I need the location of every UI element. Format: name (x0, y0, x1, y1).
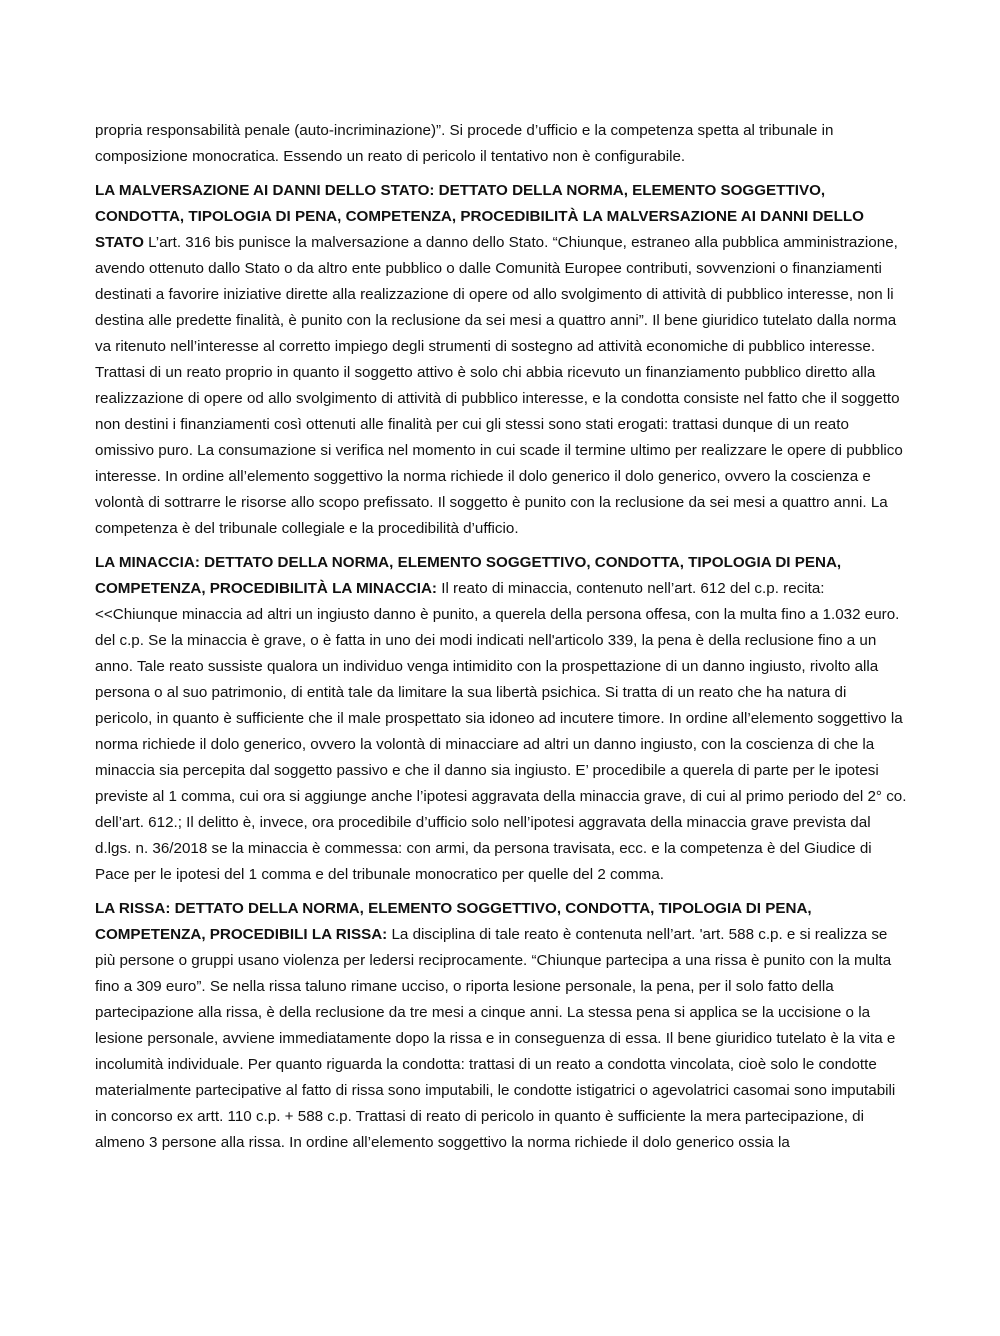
section-heading: LA MALVERSAZIONE AI DANNI DELLO STATO: DETTATO DELLA NORMA, ELEMENTO SOGGETTIVO, CONDOTTA, TIPOLOGIA DI PENA, COMPETENZA, PROCEDIBILITÀ LA MALVERSAZIONE AI DANNI DELLO STATO (95, 182, 864, 251)
section-minaccia (95, 550, 907, 888)
section-body: L’art. 316 bis punisce la malversazione a danno dello Stato. “Chiunque, estraneo alla pubblica amministrazione, avendo ottenuto dallo Stato o da altro ente pubblico o dalle Comunità Europee contributi, sovvenzioni o finanziamenti destinati a favorire iniziative dirette alla realizzazione di opere od allo svolgimento di attività di pubblico interesse, non li destina alle predette finalità, è punito con la reclusione da sei mesi a quattro anni”. Il bene giuridico tutelato dalla norma va ritenuto nell’interesse al corretto impiego degli strumenti di sostegno ad attività economiche di pubblico interesse. Trattasi di un reato proprio in quanto il soggetto attivo è solo chi abbia ricevuto un finanziamento pubblico diretto alla realizzazione di opere od allo svolgimento di attività di pubblico interesse, e la condotta consiste nel fatto che il soggetto non destini i finanziamenti così ottenuti alle finalità per cui gli stessi sono stati erogati: trattasi dunque di un reato omissivo puro. La consumazione si verifica nel momento in cui scade il termine ultimo per realizzare le opere di pubblico interesse. In ordine all’elemento soggettivo la norma richiede il dolo generico il dolo generico, ovvero la coscienza e volontà di sottrarre le risorse allo scopo prefissato. Il soggetto è punito con la reclusione da sei mesi a quattro anni. La competenza è del tribunale collegiale e la procedibilità d’ufficio. (95, 234, 903, 537)
section-body: Il reato di minaccia, contenuto nell’art. 612 del c.p. recita:<<Chiunque minaccia ad altri un ingiusto danno è punito, a querela della persona offesa, con la multa fino a 1.032 euro. del c.p. Se la minaccia è grave, o è fatta in uno dei modi indicati nell'articolo 339, la pena è della reclusione fino a un anno. Tale reato sussiste qualora un individuo venga intimidito con la prospettazione di un danno ingiusto, rivolto alla persona o al suo patrimonio, di entità tale da limitare la sua libertà psichica. Si tratta di un reato che ha natura di pericolo, in quanto è sufficiente che il male prospettato sia idoneo ad incutere timore. In ordine all’elemento soggettivo la norma richiede il dolo generico, ovvero la volontà di minacciare ad altri un danno ingiusto, con la coscienza di che la minaccia sia percepita dal soggetto passivo e che il danno sia ingiusto. E’ procedibile a querela di parte per le ipotesi previste al 1 comma, cui ora si aggiunge anche l’ipotesi aggravata della minaccia grave, di cui al primo periodo del 2° co. dell’art. 612.; Il delitto è, invece, ora procedibile d’ufficio solo nell’ipotesi aggravata della minaccia grave prevista dal d.lgs. n. 36/2018 se la minaccia è commessa: con armi, da persona travisata, ecc. e la competenza è del Giudice di Pace per le ipotesi del 1 comma e del tribunale monocratico per quelle del 2 comma. (95, 580, 907, 883)
section-heading: LA RISSA: DETTATO DELLA NORMA, ELEMENTO SOGGETTIVO, CONDOTTA, TIPOLOGIA DI PENA, COMPETENZA, PROCEDIBILI LA RISSA: (95, 900, 812, 943)
document-page (95, 118, 907, 1164)
section-rissa (95, 896, 907, 1156)
section-heading: LA MINACCIA: DETTATO DELLA NORMA, ELEMENTO SOGGETTIVO, CONDOTTA, TIPOLOGIA DI PENA, COMPETENZA, PROCEDIBILITÀ LA MINACCIA: (95, 554, 842, 597)
section-body: La disciplina di tale reato è contenuta nell’art. 'art. 588 c.p. e si realizza se più persone o gruppi usano violenza per ledersi reciprocamente. “Chiunque partecipa a una rissa è punito con la multa fino a 309 euro”. Se nella rissa taluno rimane ucciso, o riporta lesione personale, la pena, per il solo fatto della partecipazione alla rissa, è della reclusione da tre mesi a cinque anni. La stessa pena si applica se la uccisione o la lesione personale, avviene immediatamente dopo la rissa e in conseguenza di essa. Il bene giuridico tutelato è la vita e incolumità individuale. Per quanto riguarda la condotta: trattasi di un reato a condotta vincolata, cioè solo le condotte materialmente partecipative al fatto di rissa sono imputabili, le condotte istigatrici o agevolatrici casomai sono imputabili in concorso ex artt. 110 c.p. + 588 c.p. Trattasi di reato di pericolo in quanto è sufficiente la mera partecipazione, di almeno 3 persone alla rissa. In ordine all’elemento soggettivo la norma richiede il dolo generico ossia la (95, 926, 896, 1151)
section-malversazione (95, 178, 907, 542)
intro-paragraph: propria responsabilità penale (auto-incriminazione)”. Si procede d’ufficio e la competenza spetta al tribunale in composizione monocratica. Essendo un reato di pericolo il tentativo non è configurabile. (95, 122, 834, 165)
